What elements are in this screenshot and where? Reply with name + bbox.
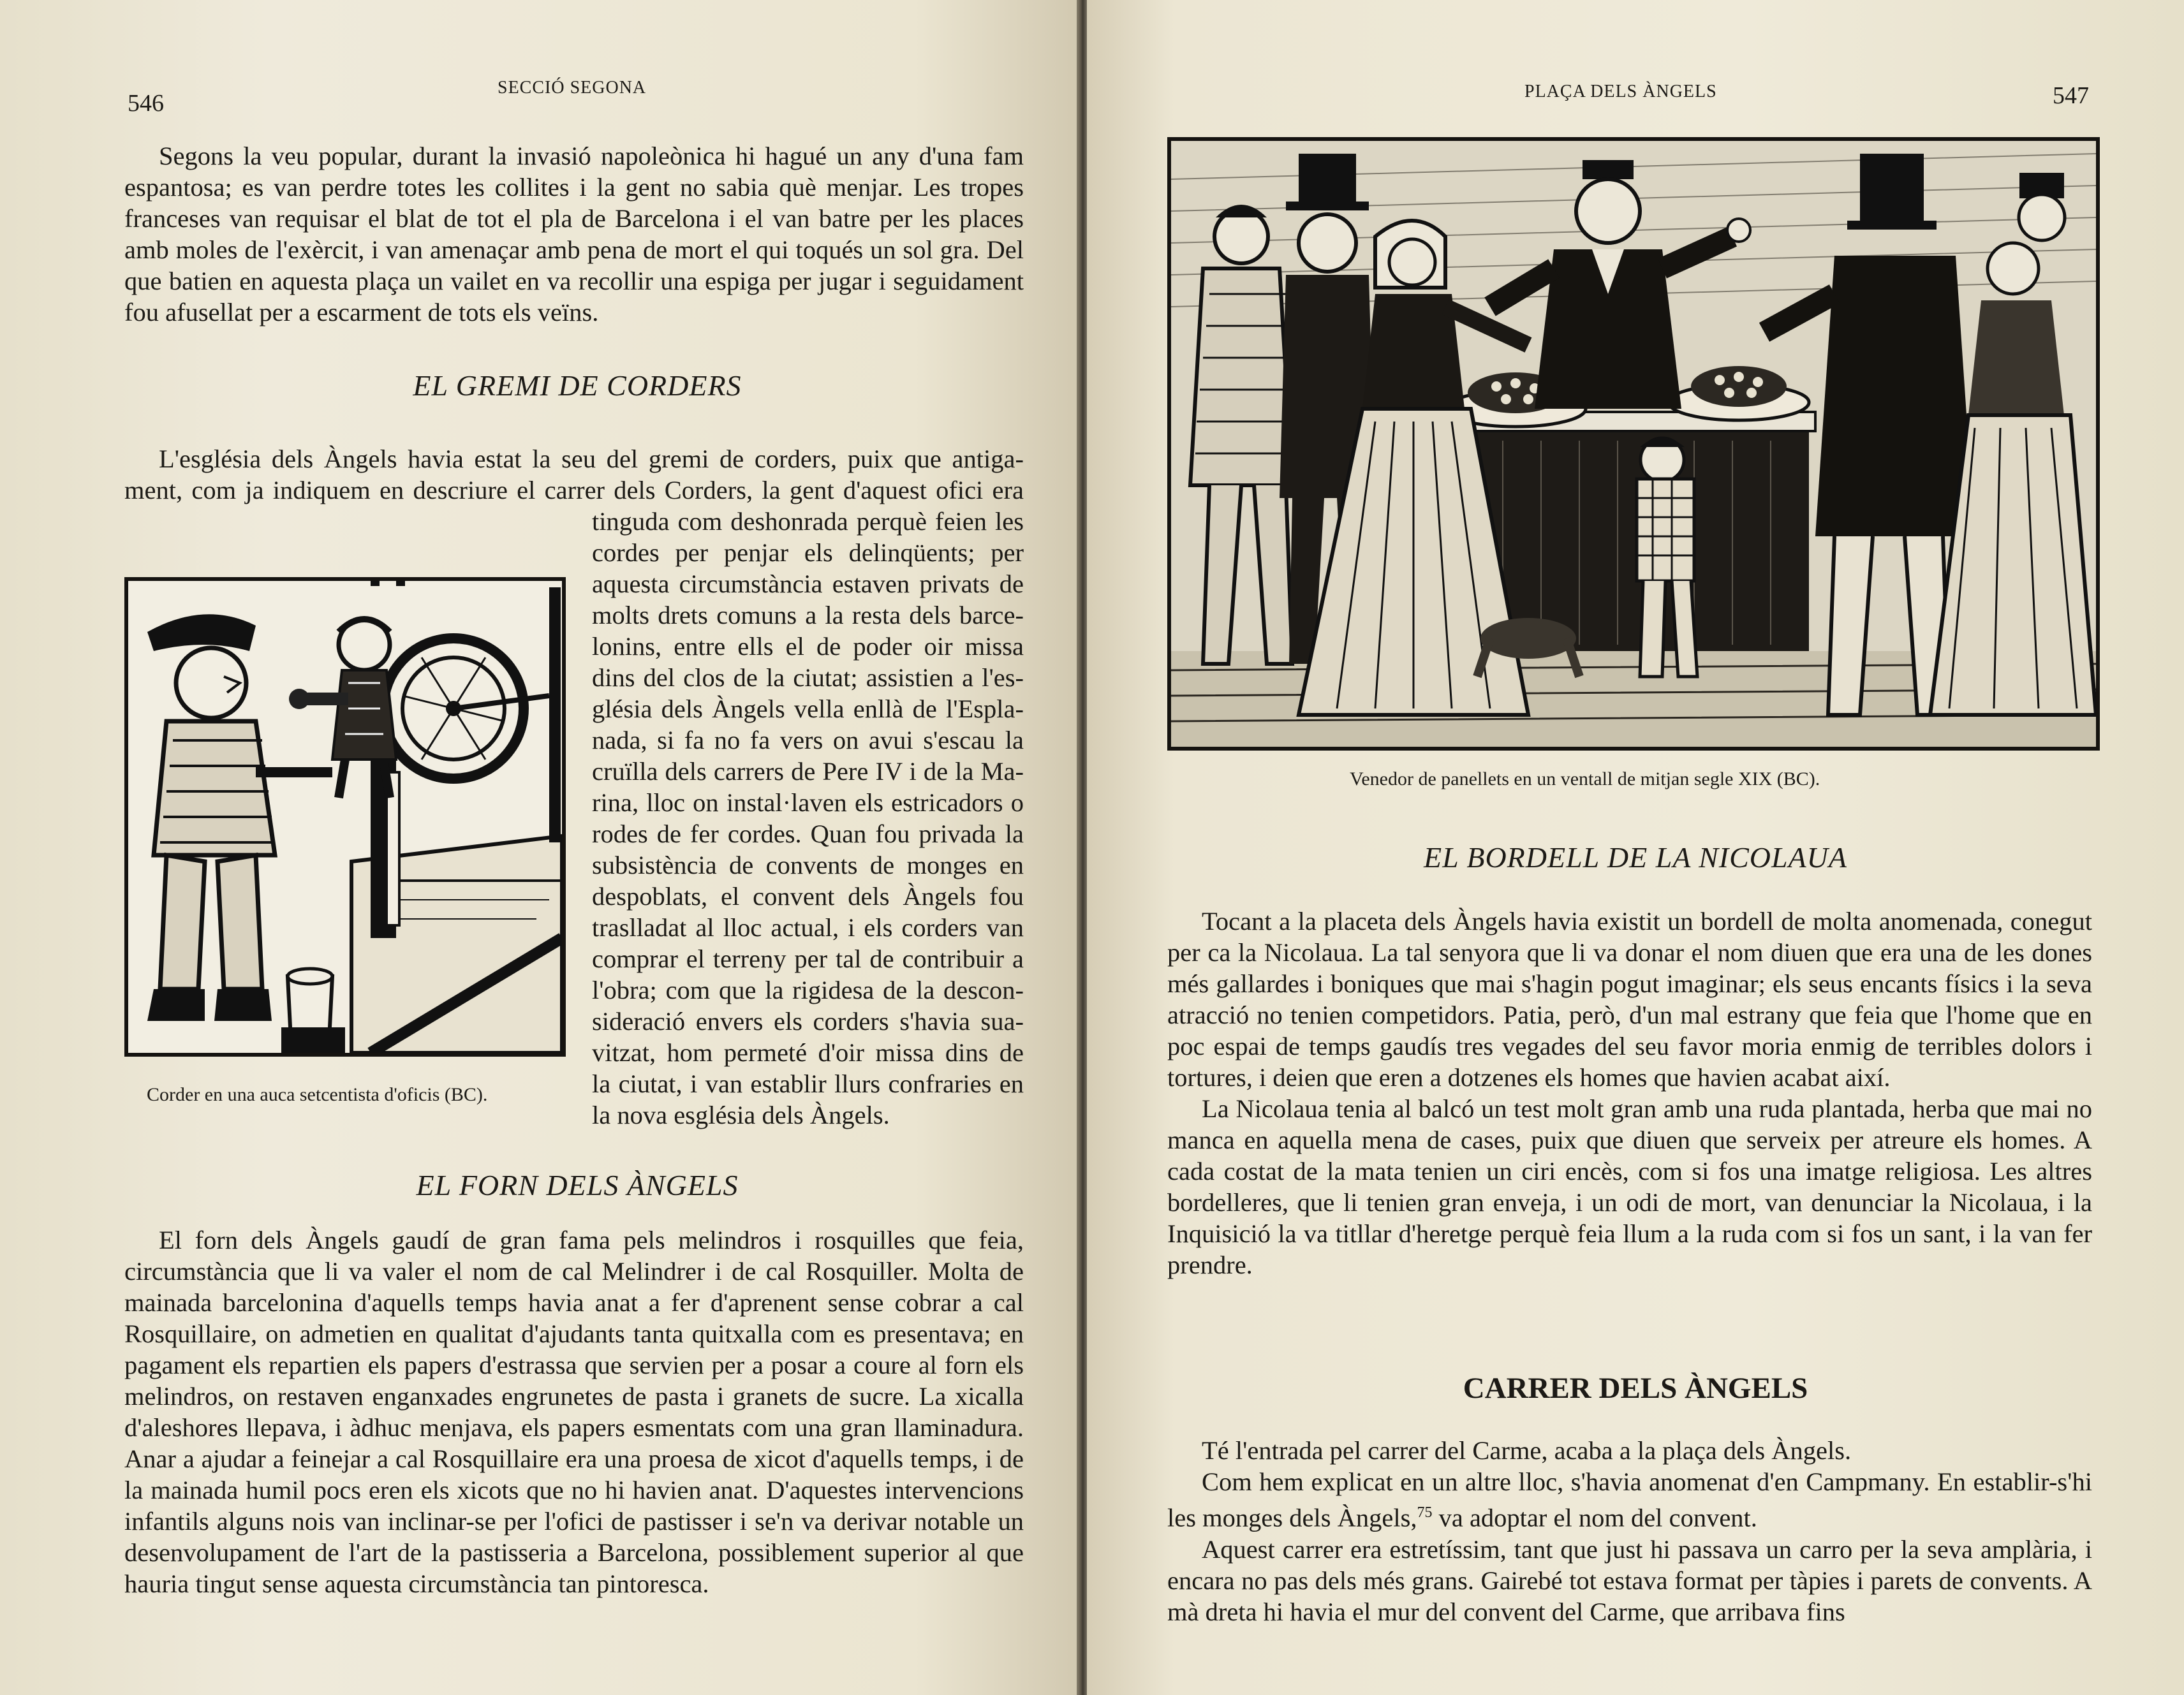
gremi-wrap-line: rina, lloc on instal·laven els estricadors o [592, 788, 1024, 817]
section-title-gremi: EL GREMI DE CORDERS [413, 369, 742, 402]
gremi-wrap-line: sideració envers els corders s'havia sua- [592, 1007, 1024, 1036]
panellets-seller-illustration [1167, 137, 2100, 751]
gremi-wrap-line: subsistència de convents de monges en [592, 851, 1024, 879]
bordell-paragraph-2: La Nicolaua tenia al balcó un test molt gran amb una ruda plantada, herba que mai no manca en aquella mena de cases, puix que diuen que serveix per atreure els homes. A cada costat de la mata tenien un ciri encès, com si fos una imatge religiosa. Les altres bordelleres, que li tenien gran enveja, i un odi de mort, van denunciar la Nicolaua, i la Inquisició la va titllar d'heretge perquè feia llum a la ruda com si fos un sant, i la van fer prendre. [1167, 1094, 2092, 1279]
bordell-text [1167, 906, 2092, 1280]
section-title-bordell: EL BORDELL DE LA NICOLAUA [1424, 841, 1847, 874]
forn-text [124, 1224, 1024, 1599]
carrer-text [1167, 1435, 2092, 1627]
carrer-paragraph-3: Aquest carrer era estretíssim, tant que just hi passava un carro per la seva amplària, i encara no pas dels més grans. Gairebé tot estava format per tàpies i parets de convents. A mà dreta hi havia el mur del convent del Carme, que arribava fins [1167, 1534, 2092, 1626]
gremi-wrap-line: la ciutat, i van establir llurs confraries en [592, 1069, 1024, 1098]
carrer-paragraph-1: Té l'entrada pel carrer del Carme, acaba a la plaça dels Àngels. [1202, 1436, 1852, 1465]
panellets-caption: Venedor de panellets en un ventall de mitjan segle XIX (BC). [1350, 768, 1820, 789]
gremi-wrap-line: cordes per penjar els delinqüents; per [592, 538, 1024, 567]
gremi-wrap-line: cruïlla dels carrers de Pere IV i de la Ma- [592, 757, 1024, 786]
street-title-angels: CARRER DELS ÀNGELS [1463, 1372, 1808, 1405]
gremi-wrap-line: nada, si fa no fa vers on avui s'escau la [592, 726, 1024, 754]
gremi-wrap-line: traslladat al lloc actual, i els corders van [592, 913, 1024, 942]
rope-maker-illustration [124, 577, 566, 1057]
gremi-wrap-line: l'obra; com que la rigidesa de la descon- [592, 976, 1024, 1004]
intro-text [124, 140, 1024, 328]
gremi-wrap-line: aquesta circumstància estaven privats de [592, 569, 1024, 598]
carrer-paragraph-2 [1167, 1466, 2092, 1534]
forn-paragraph: El forn dels Àngels gaudí de gran fama pels melindros i rosquilles que feia, circumstància que li va valer el nom de cal Melindrer i de cal Rosquiller. Molta de mainada barcelonina d'aquells temps havia anat a fer d'aprenent sense cobrar a cal Rosquillaire, on admetien en qualitat d'ajudants tanta quitxalla com es presentava; en pagament els repartien els papers d'estrassa que servien per a posar a coure al forn els melindros, on restaven enganxades engrunetes de pasta i granets de sucre. La xicalla d'aleshores llepava, i àdhuc menjava, els papers esmentats com una gran llaminadura. Anar a ajudar a feinejar a cal Rosquillaire era una proesa de xicot d'aquells temps, i de la mainada humil pocs eren els xicots que no hi havien anat. D'aquestes intervencions infantils alguns nois van inclinar-se per l'ofici de pastisser i se'n va derivar notable un desenvolupament de l'art de la pastisseria a Barcelona, possiblement superior al que hauria tingut sense aquesta circumstància tan pintoresca. [124, 1226, 1024, 1598]
page-number: 547 [2053, 82, 2089, 109]
gremi-wrap-line: rodes de fer cordes. Quan fou privada la [592, 819, 1024, 848]
rope-maker-caption: Corder en una auca setcentista d'oficis (BC). [147, 1084, 488, 1105]
gremi-wrap-line: la nova església dels Àngels. [592, 1101, 890, 1129]
running-head: PLAÇA DELS ÀNGELS [1524, 82, 1717, 101]
running-head: SECCIÓ SEGONA [498, 78, 647, 98]
gremi-wrap-line: vitzat, hom permeté d'oir missa dins de [592, 1038, 1024, 1067]
gremi-wrap-line: glésia dels Àngels vella enllà de l'Espla- [592, 694, 1024, 723]
footnote-ref-75[interactable]: 75 [1417, 1504, 1433, 1521]
carrer-paragraph-2-end: va adoptar el nom del convent. [1432, 1503, 1757, 1532]
gremi-paragraph-wrap [592, 506, 1024, 1131]
carrer-paragraph-2-start: Com hem explicat en un altre lloc, s'havia anomenat d'en Campmany. En establir-s'hi les monges dels Àngels, [1167, 1467, 2092, 1532]
gremi-wrap-line: despoblats, el convent dels Àngels fou [592, 882, 1024, 911]
gremi-paragraph-full [124, 443, 1024, 506]
bordell-paragraph-1: Tocant a la placeta dels Àngels havia existit un bordell de molta anomenada, conegut per ca la Nicolaua. La tal senyora que li va donar el nom diuen que era una de les dones més gallardes i boniques que mai s'hagin pogut imaginar; els seus encants físics i la seva atracció no tenien competidors. Patia, però, d'un mal estrany que feia que l'home que en poc espai de temps gaudís tres vegades del seu favor moria enmig de terribles dolors i tortures, i deien que eren a dotzenes els homes que havien acabat així. [1167, 907, 2092, 1092]
gremi-wrap-line: tinguda com deshonrada perquè feien les [592, 507, 1024, 536]
left-page [0, 0, 1077, 1695]
section-title-forn: EL FORN DELS ÀNGELS [416, 1169, 739, 1201]
gremi-wrap-line: comprar el terreny per tal de contribuir a [592, 944, 1024, 973]
right-page [1087, 0, 2184, 1695]
page-number: 546 [128, 90, 164, 117]
gremi-line-2: ment, com ja indiquem en descriure el carrer dels Corders, la gent d'aquest ofici era [124, 476, 1024, 504]
intro-paragraph: Segons la veu popular, durant la invasió napoleònica hi hagué un any d'una fam espantosa; es van perdre totes les collites i la gent no sabia què menjar. Les tropes franceses van requisar el blat de tot el pla de Barcelona i el van batre per les places amb moles de l'exèrcit, i van amenaçar amb pena de mort el qui toqués un sol gra. Del que batien en aquesta plaça un vailet en va recollir una espiga per jugar i seguidament fou afusellat per a escarment de tots els veïns. [124, 142, 1024, 327]
gremi-wrap-line: lonins, entre ells el de poder oir missa [592, 632, 1024, 661]
gremi-wrap-line: dins del clos de la ciutat; assistien a l'es- [592, 663, 1024, 692]
gremi-wrap-line: molts drets comuns a la resta dels barce- [592, 601, 1024, 629]
gremi-line-1: L'església dels Àngels havia estat la seu del gremi de corders, puix que antiga- [159, 444, 1024, 473]
